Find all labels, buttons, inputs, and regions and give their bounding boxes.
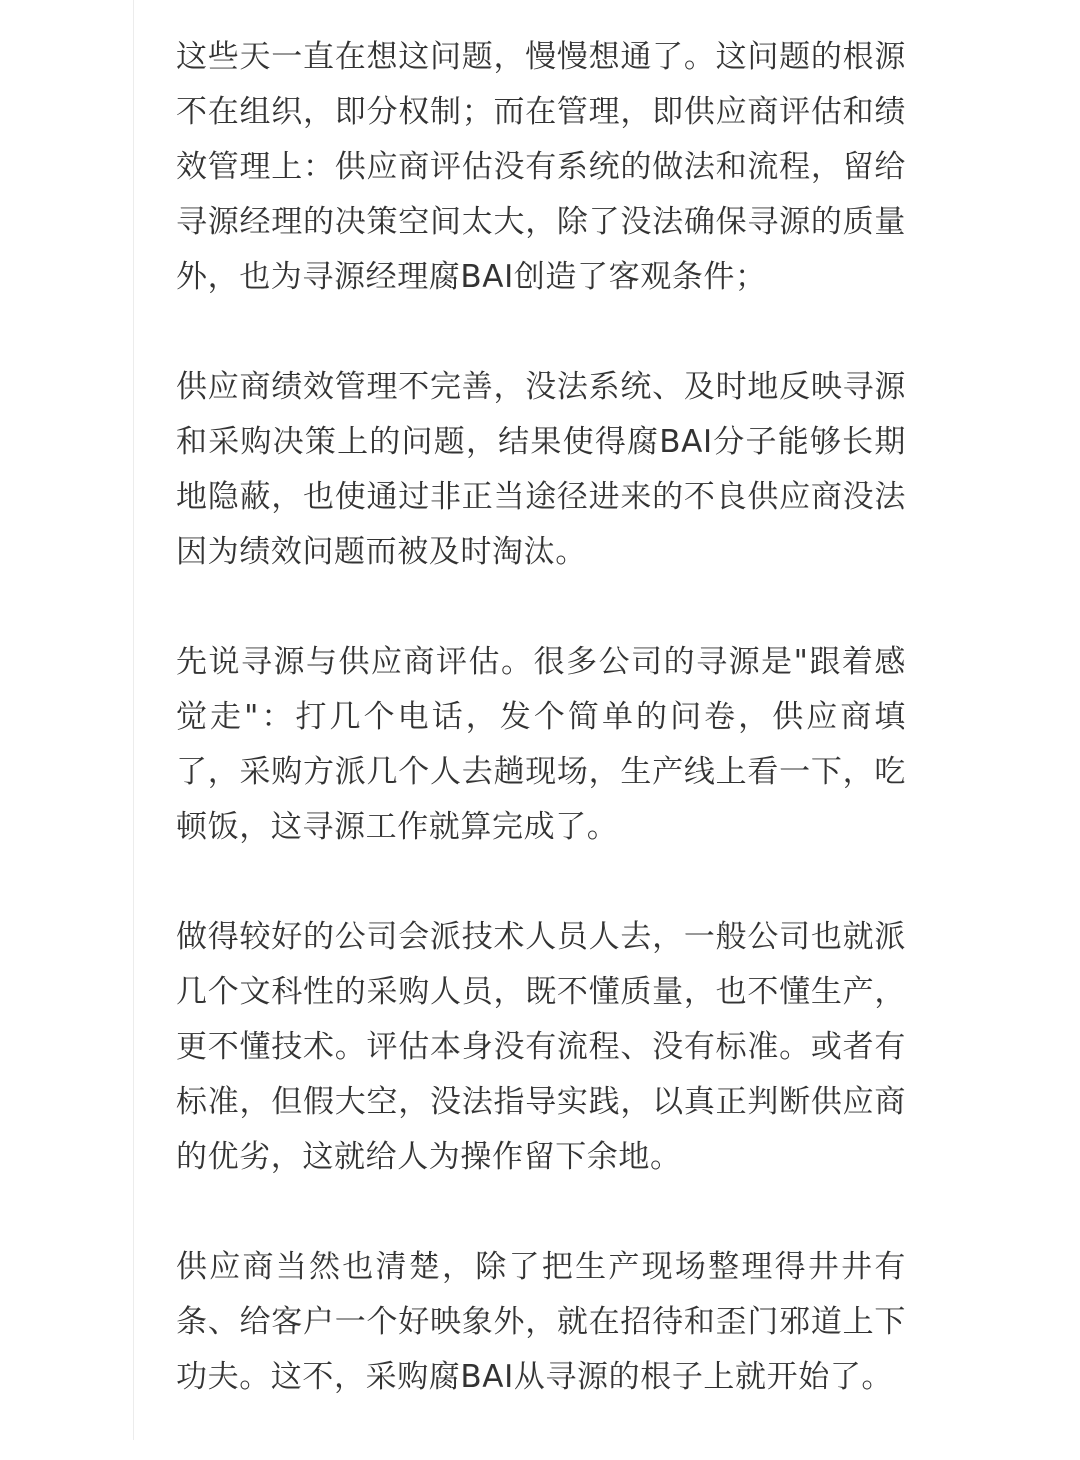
left-border-line (133, 0, 134, 1440)
article-body (176, 30, 906, 1460)
paragraph-4: 做得较好的公司会派技术人员人去，一般公司也就派几个文科性的采购人员，既不懂质量，也不懂生产，更不懂技术。评估本身没有流程、没有标准。或者有标准，但假大空，没法指导实践，以真正判断供应商的优劣，这就给人为操作留下余地。 (176, 919, 906, 1175)
paragraph-3: 先说寻源与供应商评估。很多公司的寻源是"跟着感觉走"：打几个电话，发个简单的问卷，供应商填了，采购方派几个人去趟现场，生产线上看一下，吃顿饭，这寻源工作就算完成了。 (176, 644, 906, 845)
paragraph-2: 供应商绩效管理不完善，没法系统、及时地反映寻源和采购决策上的问题，结果使得腐BAI分子能够长期地隐蔽，也使通过非正当途径进来的不良供应商没法因为绩效问题而被及时淘汰。 (176, 369, 906, 570)
paragraph-5: 供应商当然也清楚，除了把生产现场整理得井井有条、给客户一个好映象外，就在招待和歪门邪道上下功夫。这不，采购腐BAI从寻源的根子上就开始了。 (176, 1249, 906, 1395)
paragraph-1: 这些天一直在想这问题，慢慢想通了。这问题的根源不在组织，即分权制；而在管理，即供应商评估和绩效管理上：供应商评估没有系统的做法和流程，留给寻源经理的决策空间太大，除了没法确保寻源的质量外，也为寻源经理腐BAI创造了客观条件； (176, 39, 906, 295)
